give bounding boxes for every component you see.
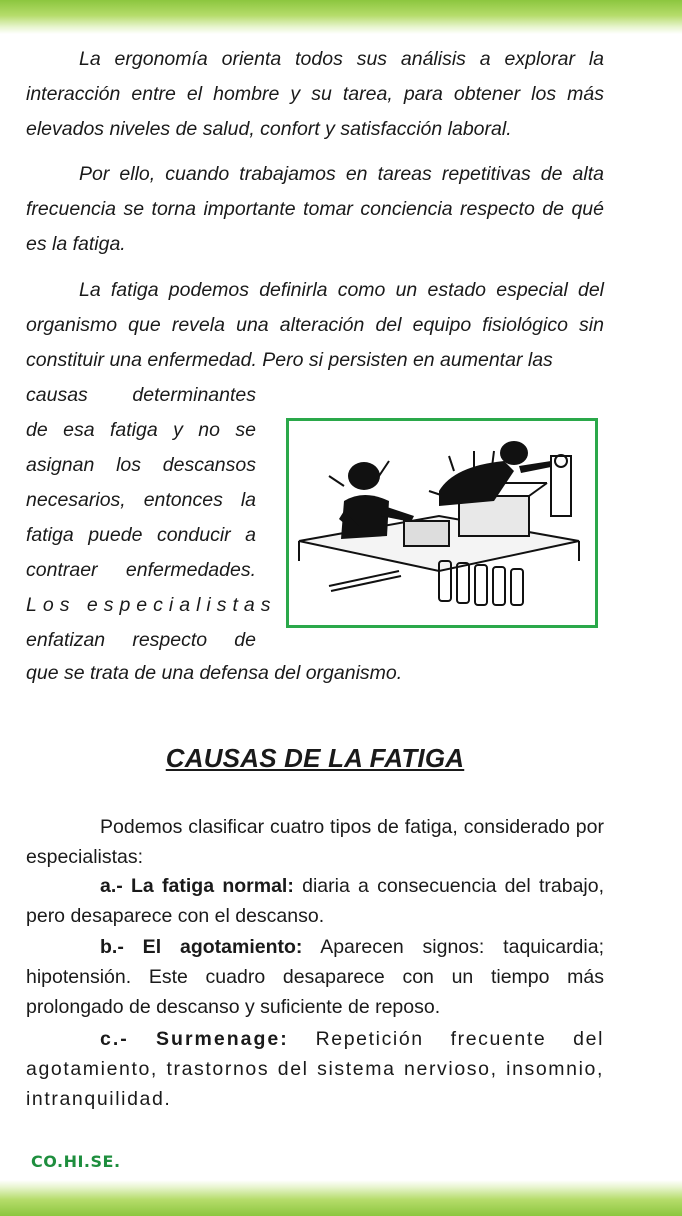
wrap-line: asignan los descansos bbox=[26, 454, 256, 476]
wrap-line: fatiga puede conducir a bbox=[26, 524, 256, 546]
paragraph-wrapped-text bbox=[26, 378, 277, 658]
list-item-surmenage bbox=[26, 1024, 604, 1114]
wrap-line: contraer enfermedades. bbox=[26, 559, 256, 581]
bottom-green-band bbox=[0, 1180, 682, 1216]
wrap-line: enfatizan respecto de bbox=[26, 629, 256, 651]
item-text: Repetición frecuente del agotamiento, trastornos del sistema nervioso, insomnio, intranquilidad. bbox=[26, 1028, 605, 1110]
paragraph-por-ello: Por ello, cuando trabajamos en tareas repetitivas de alta frecuencia se torna importante tomar conciencia respecto de qué es la fatiga. bbox=[26, 163, 604, 255]
item-label: b.- El agotamiento: bbox=[100, 936, 303, 958]
paragraph-fatiga-definicion: La fatiga podemos definirla como un estado especial del organismo que revela una alteración del equipo fisiológico sin constituir una enfermedad. Pero si persisten en aumentar las bbox=[26, 279, 604, 371]
list-item-fatiga-normal bbox=[26, 871, 604, 931]
section-heading-causas: CAUSAS DE LA FATIGA bbox=[165, 743, 465, 773]
wrap-line: causas determinantes bbox=[26, 384, 256, 406]
paragraph-tail: que se trata de una defensa del organismo. bbox=[26, 662, 403, 684]
item-text: diaria a consecuencia del trabajo, pero desaparece con el descanso. bbox=[26, 875, 605, 927]
paragraph-ergonomia: La ergonomía orienta todos sus análisis a explorar la interacción entre el hombre y su tarea, para obtener los más elevados niveles de salud, confort y satisfacción laboral. bbox=[26, 48, 604, 140]
wrap-line: Los especialistas bbox=[26, 594, 277, 616]
workers-illustration-frame bbox=[286, 418, 598, 628]
list-item-agotamiento bbox=[26, 932, 604, 1022]
wrap-line: de esa fatiga y no se bbox=[26, 419, 256, 441]
item-label: a.- La fatiga normal: bbox=[100, 875, 294, 897]
wrap-line: necesarios, entonces la bbox=[26, 489, 256, 511]
section-intro: Podemos clasificar cuatro tipos de fatiga, considerado por especialistas: bbox=[26, 816, 604, 868]
workers-assembly-line-illustration bbox=[289, 421, 595, 625]
top-green-band bbox=[0, 0, 682, 34]
cohise-logo: CO.HI.SE. bbox=[31, 1152, 121, 1171]
item-label: c.- Surmenage: bbox=[100, 1028, 289, 1050]
item-text: Aparecen signos: taquicardia; hipotensión. Este cuadro desaparece con un tiempo más prolongado de descanso y suficiente de reposo. bbox=[26, 936, 604, 1018]
